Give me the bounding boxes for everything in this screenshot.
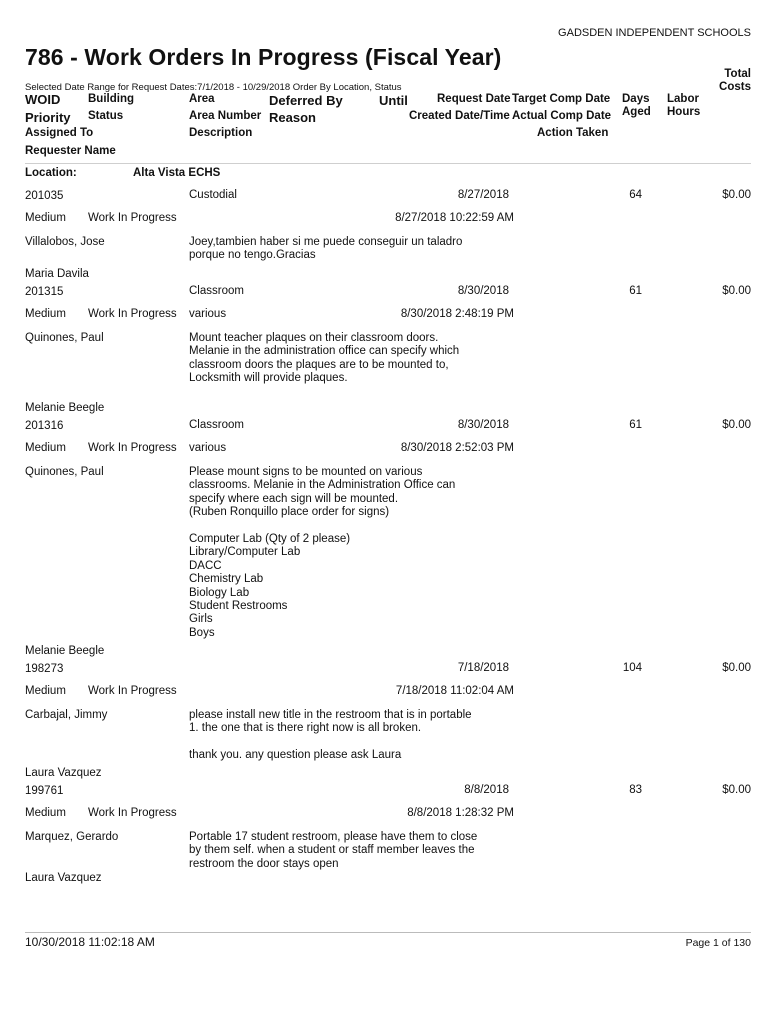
header-divider <box>25 163 751 164</box>
col-reason: Reason <box>269 110 316 125</box>
description-line: DACC <box>189 559 222 572</box>
assigned-to: Quinones, Paul <box>25 466 104 478</box>
priority: Medium <box>25 685 66 697</box>
woid: 201315 <box>25 286 64 298</box>
printed-timestamp: 10/30/2018 11:02:18 AM <box>25 935 155 949</box>
col-area: Area <box>189 93 215 105</box>
description-line: porque no tengo.Gracias <box>189 249 316 262</box>
description-line: Computer Lab (Qty of 2 please) <box>189 533 351 546</box>
col-request-date: Request Date <box>437 93 511 105</box>
woid: 199761 <box>25 785 64 797</box>
days-aged: 61 <box>629 285 642 297</box>
requester-name: Melanie Beegle <box>25 645 105 657</box>
area-number: various <box>189 442 227 454</box>
assigned-to: Quinones, Paul <box>25 332 104 344</box>
woid: 201316 <box>25 420 64 432</box>
page-prefix: Page <box>685 937 714 949</box>
created-datetime: 8/27/2018 10:22:59 AM <box>395 212 514 224</box>
col-created-datetime: Created Date/Time <box>409 110 510 122</box>
created-datetime: 7/18/2018 11:02:04 AM <box>395 685 514 697</box>
col-building: Building <box>88 93 134 105</box>
col-description: Description <box>189 127 253 139</box>
total-cost: $0.00 <box>722 662 751 674</box>
description-line: Library/Computer Lab <box>189 546 301 559</box>
assigned-to: Marquez, Gerardo <box>25 831 119 843</box>
request-date: 7/18/2018 <box>457 662 509 674</box>
date-range-note: Selected Date Range for Request Dates:7/1/2018 - 10/29/2018 Order By Location, Status <box>25 82 402 93</box>
total-cost: $0.00 <box>722 189 751 201</box>
description-line: Student Restrooms <box>189 600 288 613</box>
area: Classroom <box>189 419 244 431</box>
col-requester-name: Requester Name <box>25 145 116 157</box>
description-line: specify where each sign will be mounted. <box>189 492 399 505</box>
col-labor: Labor <box>667 93 699 105</box>
description <box>189 332 489 386</box>
days-aged: 64 <box>629 189 642 201</box>
description-line: Joey,tambien haber si me puede conseguir un taladro <box>189 236 463 248</box>
footer-divider <box>25 932 751 933</box>
days-aged: 104 <box>622 662 642 674</box>
request-date: 8/27/2018 <box>457 189 509 201</box>
location-value: Alta Vista ECHS <box>133 167 221 179</box>
description-line: classroom doors the plaques are to be mounted to, <box>189 358 449 371</box>
description-line: 1. the one that is there right now is all broken. <box>189 722 422 735</box>
created-datetime: 8/30/2018 2:48:19 PM <box>400 308 514 320</box>
col-costs: Costs <box>719 81 751 93</box>
col-deferred-by: Deferred By <box>269 93 343 108</box>
description-line <box>189 736 489 749</box>
status: Work In Progress <box>88 685 177 697</box>
col-action-taken: Action Taken <box>537 127 609 139</box>
page-of: of <box>718 937 734 949</box>
description <box>189 236 489 263</box>
col-priority: Priority <box>25 110 71 125</box>
assigned-to: Villalobos, Jose <box>25 236 105 248</box>
description-line: Chemistry Lab <box>189 573 264 586</box>
page-total: 130 <box>733 937 751 949</box>
location-label: Location: <box>25 167 77 179</box>
description-line: please install new title in the restroom that is in portable <box>189 709 472 721</box>
requester-name: Maria Davila <box>25 268 89 280</box>
area: Custodial <box>189 189 237 201</box>
description-line: Locksmith will provide plaques. <box>189 372 348 385</box>
col-total: Total <box>724 68 751 80</box>
organization-name: GADSDEN INDEPENDENT SCHOOLS <box>558 27 751 39</box>
request-date: 8/8/2018 <box>464 784 509 796</box>
description <box>189 466 489 640</box>
col-hours: Hours <box>667 106 701 118</box>
requester-name: Melanie Beegle <box>25 402 105 414</box>
requester-name: Laura Vazquez <box>25 872 102 884</box>
page-indicator <box>686 937 751 949</box>
report-title: 786 - Work Orders In Progress (Fiscal Year) <box>25 44 502 70</box>
description-line: Please mount signs to be mounted on various <box>189 466 423 478</box>
col-target-comp-date: Target Comp Date <box>512 93 611 105</box>
col-days: Days <box>622 93 650 105</box>
status: Work In Progress <box>88 807 177 819</box>
area-number: various <box>189 308 227 320</box>
woid: 198273 <box>25 663 64 675</box>
page-number: 1 <box>713 937 719 949</box>
description-line: (Ruben Ronquillo place order for signs) <box>189 506 390 519</box>
description-line: by them self. when a student or staff member leaves the <box>189 844 475 857</box>
description-line: Boys <box>189 626 215 639</box>
col-status: Status <box>88 110 124 122</box>
description-line: Mount teacher plaques on their classroom doors. <box>189 332 439 344</box>
col-aged: Aged <box>622 106 651 118</box>
description-line: Girls <box>189 613 213 626</box>
description-line: Melanie in the administration office can specify which <box>189 345 460 358</box>
area: Classroom <box>189 285 244 297</box>
priority: Medium <box>25 308 66 320</box>
created-datetime: 8/30/2018 2:52:03 PM <box>400 442 514 454</box>
woid: 201035 <box>25 190 64 202</box>
description-line: Biology Lab <box>189 586 250 599</box>
request-date: 8/30/2018 <box>457 285 509 297</box>
total-cost: $0.00 <box>722 419 751 431</box>
description <box>189 709 489 763</box>
created-datetime: 8/8/2018 1:28:32 PM <box>407 807 514 819</box>
description-line: restroom the door stays open <box>189 857 339 870</box>
description-line: classrooms. Melanie in the Administration Office can <box>189 479 456 492</box>
days-aged: 61 <box>629 419 642 431</box>
description-line <box>189 520 489 533</box>
col-assigned-to: Assigned To <box>25 127 94 139</box>
col-woid: WOID <box>25 92 61 107</box>
description <box>189 831 489 871</box>
total-cost: $0.00 <box>722 784 751 796</box>
col-actual-comp-date: Actual Comp Date <box>512 110 612 122</box>
priority: Medium <box>25 212 66 224</box>
requester-name: Laura Vazquez <box>25 767 102 779</box>
description-line: thank you. any question please ask Laura <box>189 749 402 762</box>
assigned-to: Carbajal, Jimmy <box>25 709 108 721</box>
col-until: Until <box>379 93 408 108</box>
col-area-number: Area Number <box>189 110 262 122</box>
priority: Medium <box>25 807 66 819</box>
total-cost: $0.00 <box>722 285 751 297</box>
status: Work In Progress <box>88 308 177 320</box>
status: Work In Progress <box>88 212 177 224</box>
days-aged: 83 <box>629 784 642 796</box>
status: Work In Progress <box>88 442 177 454</box>
request-date: 8/30/2018 <box>457 419 509 431</box>
priority: Medium <box>25 442 66 454</box>
description-line: Portable 17 student restroom, please have them to close <box>189 831 478 843</box>
